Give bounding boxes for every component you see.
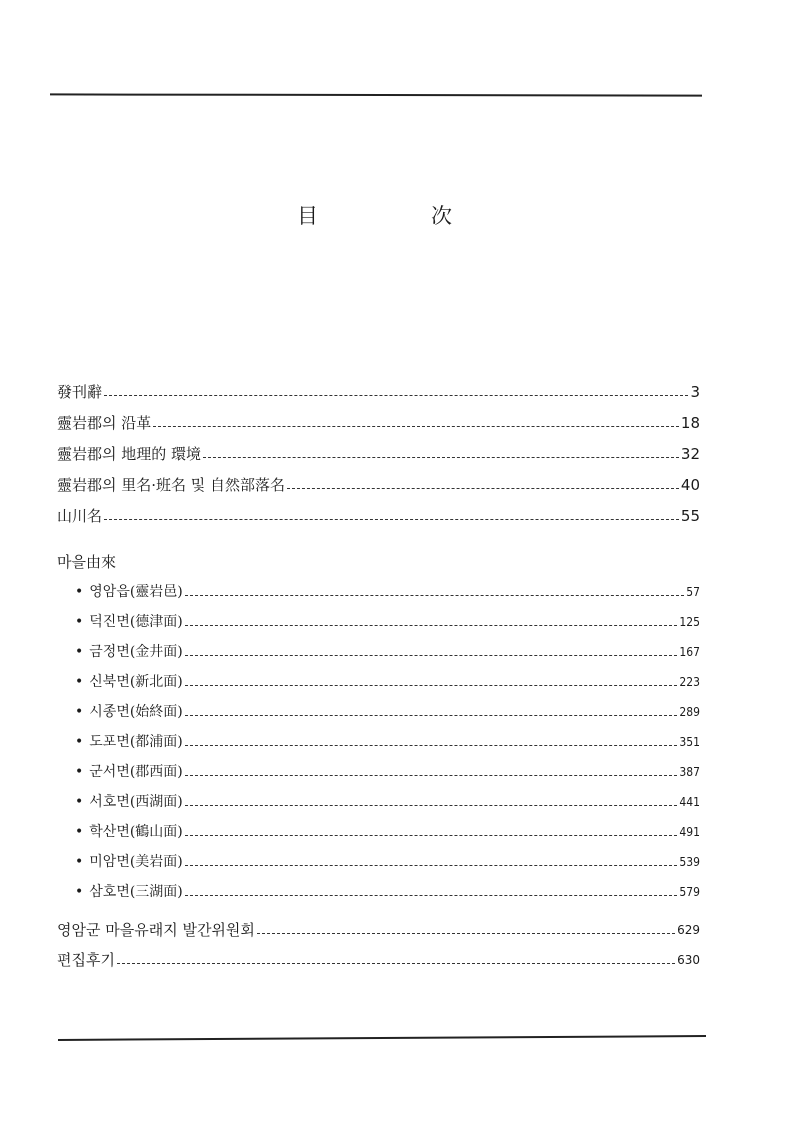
bullet-icon: • [75, 584, 84, 600]
bullet-icon: • [75, 854, 84, 870]
toc-entry-label: 학산면(鶴山面) [89, 824, 183, 840]
dot-leader [287, 487, 679, 489]
toc-subentry[interactable] [57, 872, 700, 902]
toc-page-number: 55 [680, 507, 700, 525]
toc-entry-label: 편집후기 [57, 951, 115, 969]
toc-entry-place-names[interactable] [57, 465, 700, 495]
toc-entry-foreword[interactable] [57, 372, 700, 402]
toc-subentry[interactable] [57, 662, 700, 692]
toc-entry-label: 금정면(金井面) [89, 644, 183, 660]
dot-leader [185, 774, 678, 776]
dot-leader [185, 624, 678, 626]
toc-entry-label: 靈岩郡의 里名·班名 및 自然部落名 [57, 476, 286, 494]
toc-page-number: 441 [679, 795, 700, 809]
toc-subentry[interactable] [57, 692, 700, 722]
top-rule [50, 93, 702, 96]
toc-page-number: 289 [679, 705, 700, 719]
toc-entry-label: 미암면(美岩面) [89, 854, 183, 870]
toc-page-number: 125 [679, 615, 700, 629]
dot-leader [185, 684, 678, 686]
toc-subentry[interactable] [57, 752, 700, 782]
toc-entry-label: 靈岩郡의 沿革 [57, 414, 152, 432]
toc-page-number: 223 [679, 675, 700, 689]
dot-leader [203, 456, 679, 458]
toc-subentry[interactable] [57, 782, 700, 812]
dot-leader [185, 714, 678, 716]
toc-page-number: 387 [679, 765, 700, 779]
title-char-2: 次 [431, 204, 452, 228]
dot-leader [185, 894, 678, 896]
toc-page-number: 579 [679, 885, 700, 899]
toc-entry-label: 삼호면(三湖面) [89, 884, 183, 900]
page-title [0, 200, 800, 234]
dot-leader [185, 864, 678, 866]
bullet-icon: • [75, 644, 84, 660]
toc-page-number: 40 [680, 476, 700, 494]
toc-entry-label: 신북면(新北面) [89, 674, 183, 690]
toc-page-number: 167 [679, 645, 700, 659]
toc-page-number: 351 [679, 735, 700, 749]
bullet-icon: • [75, 764, 84, 780]
toc-entry-label: 서호면(西湖面) [89, 794, 183, 810]
toc-entry-history[interactable] [57, 403, 700, 433]
toc-entry-afterword[interactable] [57, 940, 700, 970]
toc-entry-label: 發刊辭 [57, 383, 103, 401]
dot-leader [185, 654, 678, 656]
toc-page-number: 539 [679, 855, 700, 869]
dot-leader [185, 594, 685, 596]
dot-leader [117, 962, 675, 964]
title-char-1: 目 [297, 204, 318, 228]
toc-page-number: 32 [680, 445, 700, 463]
toc-page-number: 57 [686, 585, 700, 599]
toc-entry-geography[interactable] [57, 434, 700, 464]
bullet-icon: • [75, 704, 84, 720]
dot-leader [104, 518, 679, 520]
bullet-icon: • [75, 824, 84, 840]
toc-subentry[interactable] [57, 602, 700, 632]
toc-entry-mountains-rivers[interactable] [57, 496, 700, 526]
toc-entry-label: 도포면(都浦面) [89, 734, 183, 750]
toc-page-number: 629 [677, 923, 700, 937]
toc-entry-label: 군서면(郡西面) [89, 764, 183, 780]
toc-entry-label: 山川名 [57, 507, 103, 525]
dot-leader [257, 932, 675, 934]
toc-entry-label: 靈岩郡의 地理的 環境 [57, 445, 202, 463]
bullet-icon: • [75, 674, 84, 690]
dot-leader [185, 804, 678, 806]
dot-leader [185, 744, 678, 746]
dot-leader [153, 425, 679, 427]
dot-leader [104, 394, 688, 396]
toc-entry-label: 시종면(始終面) [89, 704, 183, 720]
toc-subentry[interactable] [57, 842, 700, 872]
bottom-rule [58, 1035, 706, 1041]
toc-subentry[interactable] [57, 572, 700, 602]
section-heading-village-origins: 마을由來 [57, 553, 116, 571]
bullet-icon: • [75, 734, 84, 750]
bullet-icon: • [75, 884, 84, 900]
bullet-icon: • [75, 794, 84, 810]
table-of-contents [57, 372, 700, 970]
toc-subentry[interactable] [57, 812, 700, 842]
toc-entry-label: 영암군 마을유래지 발간위원회 [57, 921, 255, 939]
toc-page-number: 491 [679, 825, 700, 839]
dot-leader [185, 834, 678, 836]
bullet-icon: • [75, 614, 84, 630]
toc-subentry[interactable] [57, 722, 700, 752]
toc-page-number: 630 [677, 953, 700, 967]
toc-entry-label: 덕진면(德津面) [89, 614, 183, 630]
toc-entry-committee[interactable] [57, 910, 700, 940]
toc-subentry[interactable] [57, 632, 700, 662]
toc-page-number: 3 [690, 383, 700, 401]
toc-page-number: 18 [680, 414, 700, 432]
toc-entry-label: 영암읍(靈岩邑) [89, 584, 183, 600]
